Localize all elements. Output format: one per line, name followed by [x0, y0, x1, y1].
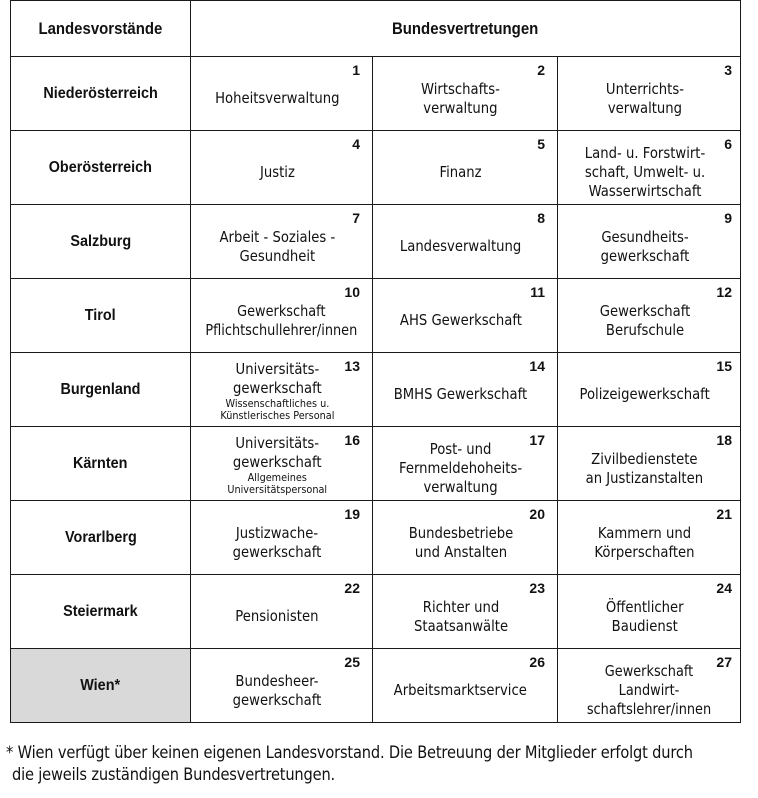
table-row	[11, 575, 741, 649]
bundesvertretung-title: Universitäts- gewerkschaft	[232, 359, 322, 397]
bundesvertretung-cell	[558, 575, 741, 649]
bundesvertretung-number: 3	[724, 62, 732, 78]
bundesvertretung-number: 6	[724, 136, 732, 152]
bundesvertretung-cell	[191, 427, 373, 501]
bundesvertretung-number: 4	[352, 136, 360, 152]
bundesvertretung-cell	[373, 205, 558, 279]
landesvorstand-name: Niederösterreich	[43, 84, 158, 102]
bundesvertretung-number: 27	[716, 654, 732, 670]
bundesvertretung-number: 7	[352, 210, 360, 226]
bundesvertretung-cell	[191, 575, 373, 649]
landesvorstand-cell	[11, 353, 191, 427]
table-row	[11, 427, 741, 501]
bundesvertretung-label	[208, 79, 355, 108]
table-body	[11, 57, 741, 723]
landesvorstand-cell	[11, 649, 191, 723]
bundesvertretung-cell	[191, 205, 373, 279]
landesvorstand-name: Vorarlberg	[64, 528, 137, 546]
bundesvertretung-cell	[373, 131, 558, 205]
bundesvertretung-subtitle: Wissenschaftliches u. Künstlerisches Personal	[220, 396, 335, 422]
bundesvertretung-cell	[373, 353, 558, 427]
bundesvertretung-title: Post- und Fernmeldehoheits- verwaltung	[399, 440, 523, 496]
bundesvertretung-label	[228, 597, 334, 626]
bundesvertretung-title: Bundesbetriebe und Anstalten	[408, 523, 513, 561]
bundesvertretung-number: 16	[344, 432, 360, 448]
table-row	[11, 353, 741, 427]
bundesvertretung-label	[577, 134, 720, 201]
table-row	[11, 279, 741, 353]
bundesvertretung-title: Bundesheer- gewerkschaft	[232, 671, 322, 709]
bundesvertretung-number: 18	[716, 432, 732, 448]
bundesvertretung-number: 20	[529, 506, 545, 522]
bundesvertretung-cell	[191, 131, 373, 205]
bundesvertretung-number: 13	[344, 358, 360, 374]
bundesvertretung-cell	[191, 353, 373, 427]
bundesvertretung-number: 2	[537, 62, 545, 78]
table-row	[11, 57, 741, 131]
bundesvertretung-number: 19	[344, 506, 360, 522]
bundesvertretung-title: AHS Gewerkschaft	[399, 311, 522, 329]
bundesvertretung-cell	[558, 205, 741, 279]
bundesvertretung-label	[599, 70, 700, 118]
bundesvertretung-label	[393, 227, 537, 256]
bundesvertretung-number: 17	[529, 432, 545, 448]
bundesvertretung-label	[433, 153, 498, 182]
bundesvertretung-label	[212, 218, 351, 266]
landesvorstand-name: Kärnten	[73, 454, 128, 472]
footnote	[6, 742, 754, 786]
landesvorstand-cell	[11, 57, 191, 131]
bundesvertretung-label	[579, 440, 719, 488]
bundesvertretung-cell	[558, 279, 741, 353]
bundesvertretung-number: 5	[537, 136, 545, 152]
bundesvertretung-label	[226, 514, 338, 562]
footnote-line-1: * Wien verfügt über keinen eigenen Landesvorstand. Die Betreuung der Mitglieder erfolgt durch	[6, 743, 693, 763]
bundesvertretung-title: Öffentlicher Baudienst	[605, 597, 684, 635]
header-landesvorstaende: Landesvorstände	[11, 1, 191, 57]
landesvorstand-name: Burgenland	[60, 380, 141, 398]
table-row	[11, 131, 741, 205]
bundesvertretung-cell	[191, 501, 373, 575]
landesvorstand-cell	[11, 575, 191, 649]
bundesvertretung-label	[407, 588, 524, 636]
table-row	[11, 205, 741, 279]
bundesvertretung-title: Arbeitsmarktservice	[394, 681, 528, 699]
table-row	[11, 649, 741, 723]
bundesvertretung-label	[588, 514, 711, 562]
bundesvertretung-cell	[373, 575, 558, 649]
bundesvertretung-label	[572, 375, 725, 404]
bundesvertretung-number: 11	[530, 284, 545, 300]
bundesvertretung-title: BMHS Gewerkschaft	[393, 385, 528, 403]
bundesvertretung-number: 1	[352, 62, 360, 78]
bundesvertretung-cell	[373, 501, 558, 575]
bundesvertretung-number: 10	[344, 284, 360, 300]
bundesvertretung-label	[392, 430, 538, 497]
bundesvertretung-number: 24	[716, 580, 732, 596]
bundesvertretung-label	[414, 70, 516, 118]
bundesvertretung-label	[593, 218, 705, 266]
bundesvertretung-cell	[558, 501, 741, 575]
bundesvertretung-title: Zivilbedienstete an Justizanstalten	[585, 449, 704, 487]
bundesvertretung-cell	[373, 649, 558, 723]
bundesvertretung-number: 22	[344, 580, 360, 596]
landesvorstand-name: Steiermark	[63, 602, 138, 620]
organisation-table-container	[10, 0, 740, 723]
bundesvertretung-label	[226, 662, 338, 710]
table-header-row	[11, 1, 741, 57]
bundesvertretung-title: Justiz	[259, 163, 295, 181]
bundesvertretung-number: 21	[716, 506, 732, 522]
bundesvertretung-number: 14	[529, 358, 545, 374]
bundesvertretung-title: Landesverwaltung	[399, 237, 522, 255]
landesvorstand-cell	[11, 427, 191, 501]
header-bundesvertretungen: Bundesvertretungen	[191, 1, 741, 57]
bundesvertretung-cell	[373, 57, 558, 131]
landesvorstand-name: Tirol	[85, 306, 116, 324]
landesvorstand-cell	[11, 205, 191, 279]
landesvorstand-cell	[11, 131, 191, 205]
bundesvertretung-title: Universitäts- gewerkschaft	[232, 433, 322, 471]
table-row	[11, 501, 741, 575]
organisation-table	[10, 0, 741, 723]
bundesvertretung-title: Gewerkschaft Berufschule	[599, 301, 690, 339]
bundesvertretung-cell	[558, 57, 741, 131]
bundesvertretung-label	[393, 301, 538, 330]
bundesvertretung-label	[253, 153, 311, 182]
bundesvertretung-cell	[373, 279, 558, 353]
bundesvertretung-cell	[558, 131, 741, 205]
bundesvertretung-number: 15	[716, 358, 732, 374]
landesvorstand-cell	[11, 279, 191, 353]
bundesvertretung-cell	[373, 427, 558, 501]
bundesvertretung-label	[592, 292, 705, 340]
bundesvertretung-label	[387, 671, 543, 700]
bundesvertretung-title: Finanz	[439, 163, 482, 181]
bundesvertretung-cell	[191, 57, 373, 131]
bundesvertretung-title: Richter und Staatsanwälte	[413, 597, 508, 635]
bundesvertretung-label	[204, 292, 359, 340]
bundesvertretung-subtitle: Allgemeines Universitätspersonal	[227, 470, 327, 496]
bundesvertretung-number: 12	[716, 284, 732, 300]
bundesvertretung-label	[401, 514, 528, 562]
bundesvertretung-title: Gesundheits- gewerkschaft	[600, 227, 689, 265]
bundesvertretung-label	[571, 652, 728, 719]
bundesvertretung-number: 25	[344, 654, 360, 670]
bundesvertretung-number: 8	[537, 210, 545, 226]
bundesvertretung-title: Land- u. Forstwirt- schaft, Umwelt- u. Wasserwirtschaft	[584, 144, 705, 200]
bundesvertretung-title: Kammern und Körperschaften	[594, 523, 695, 561]
bundesvertretung-label	[387, 375, 543, 404]
bundesvertretung-label	[599, 588, 700, 636]
bundesvertretung-title: Justizwache- gewerkschaft	[232, 523, 322, 561]
bundesvertretung-number: 9	[724, 210, 732, 226]
bundesvertretung-cell	[191, 279, 373, 353]
bundesvertretung-title: Unterrichts- verwaltung	[605, 79, 684, 117]
landesvorstand-name: Oberösterreich	[48, 158, 153, 176]
bundesvertretung-label	[213, 356, 350, 422]
bundesvertretung-title: Gewerkschaft Pflichtschullehrer/innen	[205, 301, 358, 339]
landesvorstand-name: Wien*	[80, 676, 121, 694]
bundesvertretung-title: Polizeigewerkschaft	[579, 385, 710, 403]
bundesvertretung-title: Pensionisten	[235, 607, 319, 625]
bundesvertretung-title: Gewerkschaft Landwirt- schaftslehrer/innen	[586, 662, 712, 718]
bundesvertretung-label	[220, 430, 343, 496]
bundesvertretung-title: Arbeit - Soziales - Gesundheit	[219, 227, 335, 265]
footnote-line-2: die jeweils zuständigen Bundesvertretungen.	[12, 765, 336, 785]
bundesvertretung-cell	[558, 353, 741, 427]
bundesvertretung-cell	[191, 649, 373, 723]
bundesvertretung-number: 26	[529, 654, 545, 670]
landesvorstand-cell	[11, 501, 191, 575]
bundesvertretung-title: Wirtschafts- verwaltung	[421, 79, 501, 117]
landesvorstand-name: Salzburg	[70, 232, 131, 250]
bundesvertretung-number: 23	[529, 580, 545, 596]
bundesvertretung-cell	[558, 427, 741, 501]
bundesvertretung-title: Hoheitsverwaltung	[214, 89, 340, 107]
bundesvertretung-cell	[558, 649, 741, 723]
